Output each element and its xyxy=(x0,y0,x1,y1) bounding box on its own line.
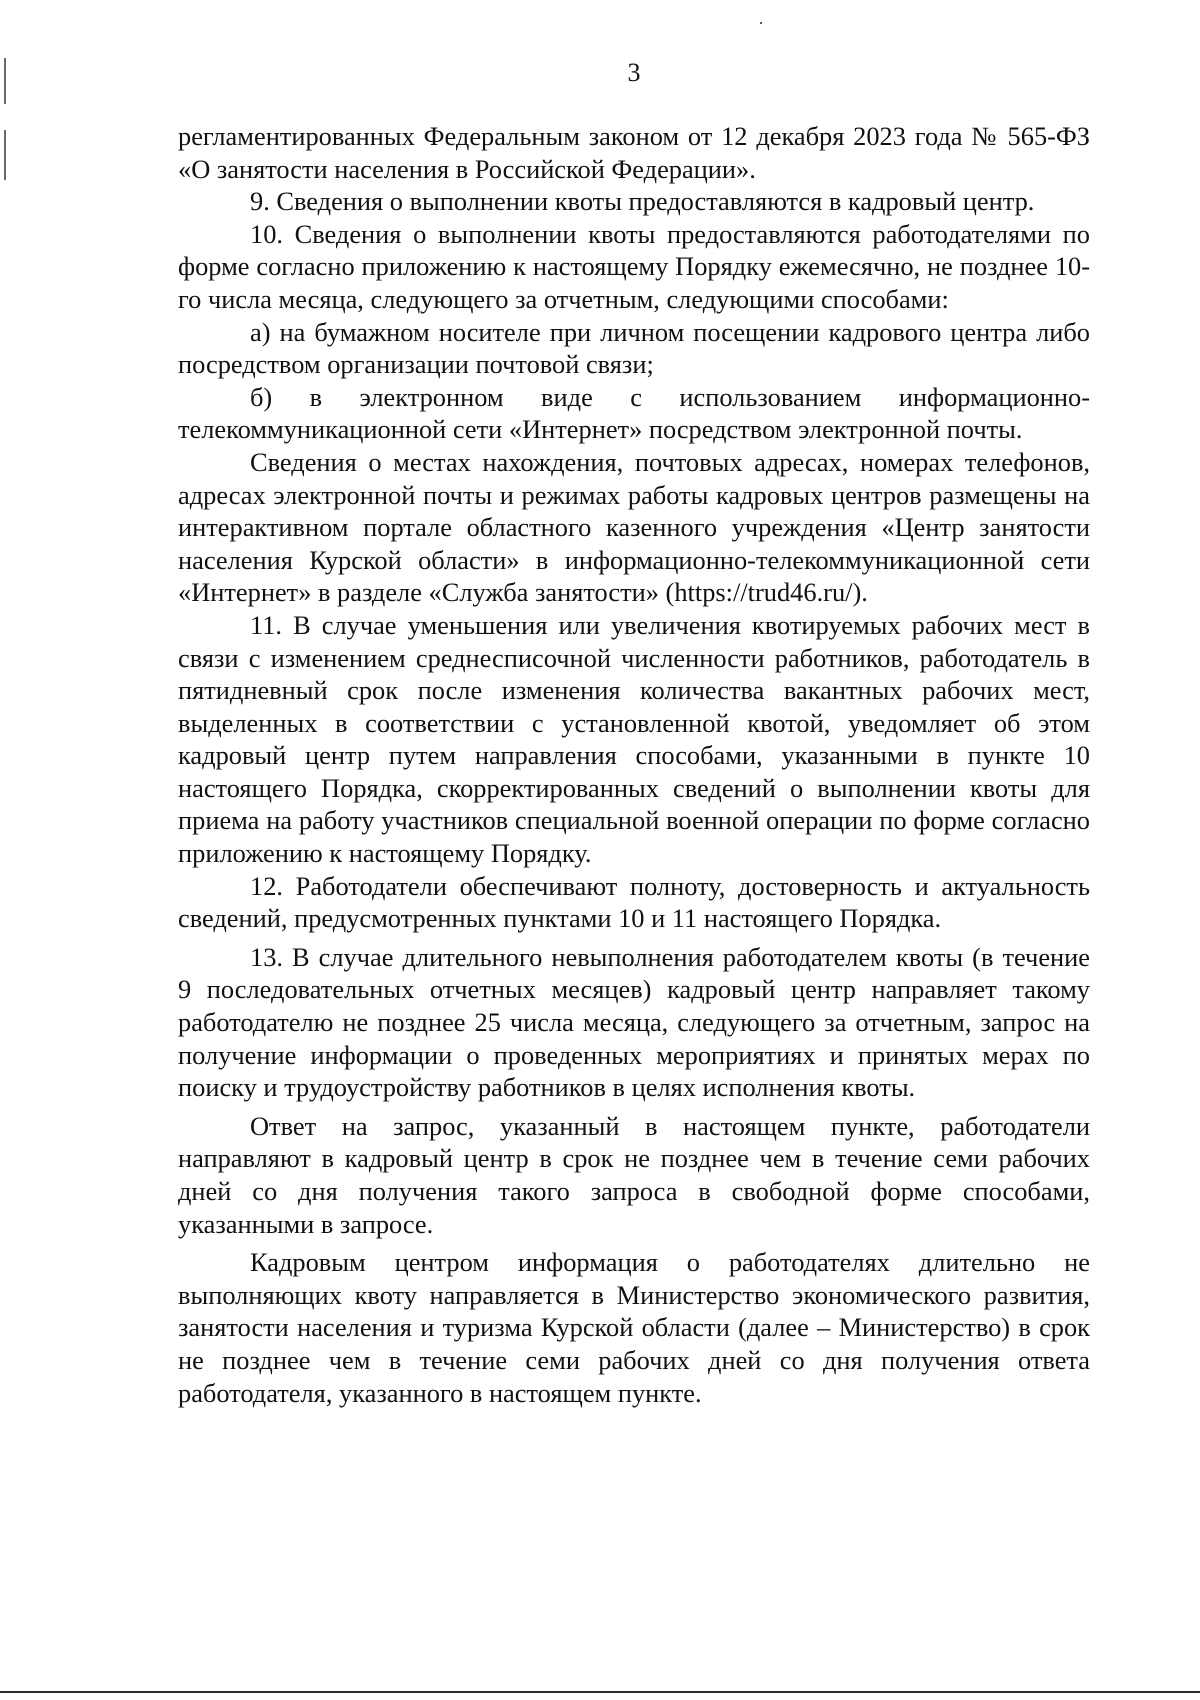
scan-edge-mark xyxy=(4,130,6,180)
paragraph-item-12: 12. Работодатели обеспечивают полноту, достоверность и актуальность сведений, предусмотренных пунктами 10 и 11 настоящего Порядка. xyxy=(178,870,1090,934)
paragraph-item-10: 10. Сведения о выполнении квоты предоставляются работодателями по форме согласно приложению к настоящему Порядку ежемесячно, не позднее 10-го числа месяца, следующего за отчетным, следующими способами: xyxy=(178,218,1090,314)
paragraph-intro: регламентированных Федеральным законом от 12 декабря 2023 года № 565-ФЗ «О занятости населения в Российской Федерации». xyxy=(178,121,1090,184)
scan-speck xyxy=(760,22,762,24)
paragraph-centers-info: Сведения о местах нахождения, почтовых адресах, номерах телефонов, адресах электронной почты и режимах работы кадровых центров размещены на интерактивном портале областного казенного учреждения «Центр занятости населения Курской области» в информационно-телекоммуникационной сети «Интернет» в разделе «Служба занятости» (https://trud46.ru/). xyxy=(178,446,1090,608)
paragraph-item-13: 13. В случае длительного невыполнения работодателем квоты (в течение 9 последовательных отчетных месяцев) кадровый центр направляет такому работодателю не позднее 25 числа месяца, следующего за отчетным, запрос на получение информации о проведенных мероприятиях и принятых мерах по поиску и трудоустройству работников в целях исполнения квоты. xyxy=(178,941,1090,1103)
paragraph-ministry: Кадровым центром информация о работодателях длительно не выполняющих квоту направляется в Министерство экономического развития, занятости населения и туризма Курской области (далее – Министерство) в срок не позднее чем в течение семи рабочих дней со дня получения ответа работодателя, указанного в настоящем пункте. xyxy=(178,1247,1090,1408)
paragraph-response: Ответ на запрос, указанный в настоящем пункте, работодатели направляют в кадровый центр в срок не позднее чем в течение семи рабочих дней со дня получения такого запроса в свободной форме способами, указанными в запросе. xyxy=(178,1110,1090,1239)
paragraph-item-9: 9. Сведения о выполнении квоты предоставляются в кадровый центр. xyxy=(250,186,1035,217)
page-number: 3 xyxy=(627,58,641,87)
document-body xyxy=(178,120,1090,1409)
paragraph-item-10b: б) в электронном виде с использованием информационно-телекоммуникационной сети «Интернет» посредством электронной почты. xyxy=(178,381,1090,445)
paragraph-item-10a: а) на бумажном носителе при личном посещении кадрового центра либо посредством организации почтовой связи; xyxy=(178,316,1090,380)
scan-bottom-edge xyxy=(0,1691,1200,1693)
paragraph-item-11: 11. В случае уменьшения или увеличения квотируемых рабочих мест в связи с изменением среднесписочной численности работников, работодатель в пятидневный срок после изменения количества вакантных рабочих мест, выделенных в соответствии с установленной квотой, уведомляет об этом кадровый центр путем направления способами, указанными в пункте 10 настоящего Порядка, скорректированных сведений о выполнении квоты для приема на работу участников специальной военной операции по форме согласно приложению к настоящему Порядку. xyxy=(178,609,1090,869)
